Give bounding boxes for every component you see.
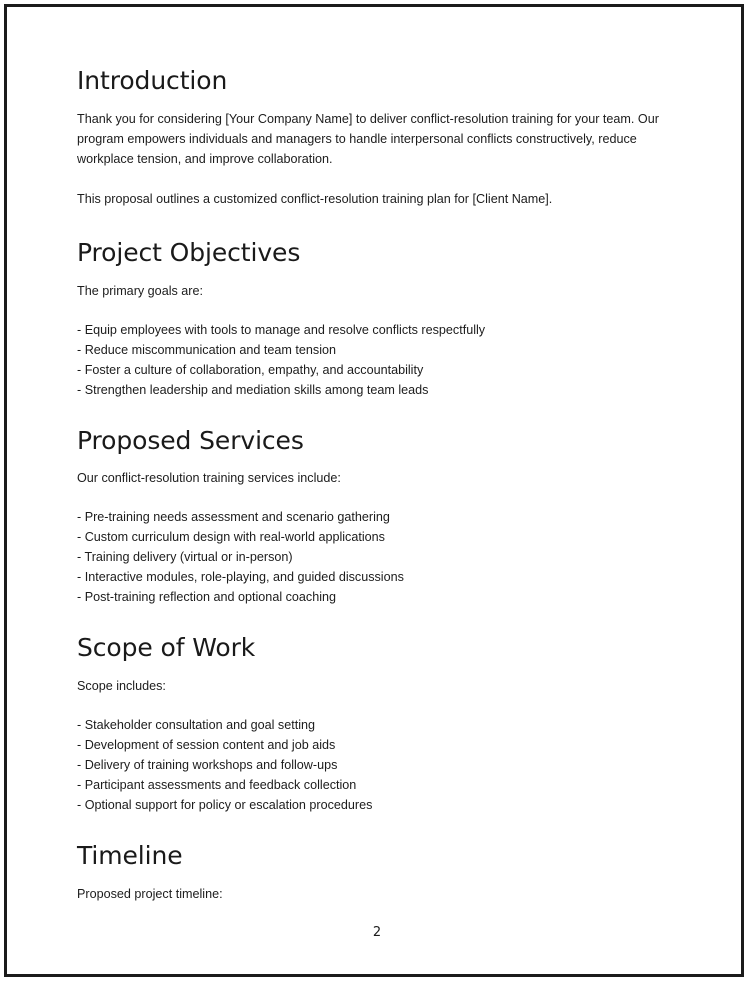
list-scope-of-work [77, 715, 677, 815]
list-item: - Training delivery (virtual or in-person) [77, 550, 293, 565]
list-item: - Custom curriculum design with real-world applications [77, 530, 385, 545]
section-proposed-services [77, 427, 677, 608]
list-item: - Reduce miscommunication and team tension [77, 342, 336, 357]
list-item: - Stakeholder consultation and goal setting [77, 718, 316, 732]
section-timeline [77, 842, 677, 904]
list-item: - Delivery of training workshops and follow-ups [77, 758, 338, 772]
heading-timeline: Timeline [77, 841, 183, 870]
document-content [77, 67, 677, 904]
heading-project-objectives: Project Objectives [77, 237, 301, 267]
intro-timeline: Proposed project timeline: [77, 886, 223, 901]
paragraph-intro-2: This proposal outlines a customized conflict-resolution training plan for [Client Name]. [77, 191, 553, 206]
document-page [4, 4, 744, 977]
list-item: - Optional support for policy or escalation procedures [77, 798, 373, 812]
list-item: - Equip employees with tools to manage and resolve conflicts respectfully [77, 322, 486, 337]
intro-proposed-services: Our conflict-resolution training services include: [77, 471, 341, 486]
list-item: - Strengthen leadership and mediation skills among team leads [77, 382, 429, 397]
list-item: - Interactive modules, role-playing, and guided discussions [77, 570, 404, 585]
list-item: - Foster a culture of collaboration, empathy, and accountability [77, 362, 424, 377]
heading-proposed-services: Proposed Services [77, 425, 304, 455]
list-item: - Development of session content and job aids [77, 738, 336, 752]
section-introduction [77, 67, 677, 209]
list-project-objectives [77, 320, 677, 400]
list-proposed-services [77, 507, 677, 607]
list-item: - Post-training reflection and optional coaching [77, 590, 337, 605]
intro-project-objectives: The primary goals are: [77, 283, 203, 298]
paragraph-intro-1: Thank you for considering [Your Company Name] to deliver conflict-resolution training for your team. Our program empowers individuals and managers to handle interpersonal conflicts constructively, reduce workplace tension, and improve collaboration. [77, 111, 659, 166]
heading-scope-of-work: Scope of Work [77, 633, 256, 663]
heading-introduction: Introduction [77, 66, 228, 95]
list-item: - Pre-training needs assessment and scenario gathering [77, 510, 390, 525]
list-item: - Participant assessments and feedback collection [77, 778, 357, 792]
section-project-objectives [77, 239, 677, 400]
section-scope-of-work [77, 634, 677, 815]
intro-scope-of-work: Scope includes: [77, 679, 166, 693]
page-number: 2 [372, 925, 382, 940]
